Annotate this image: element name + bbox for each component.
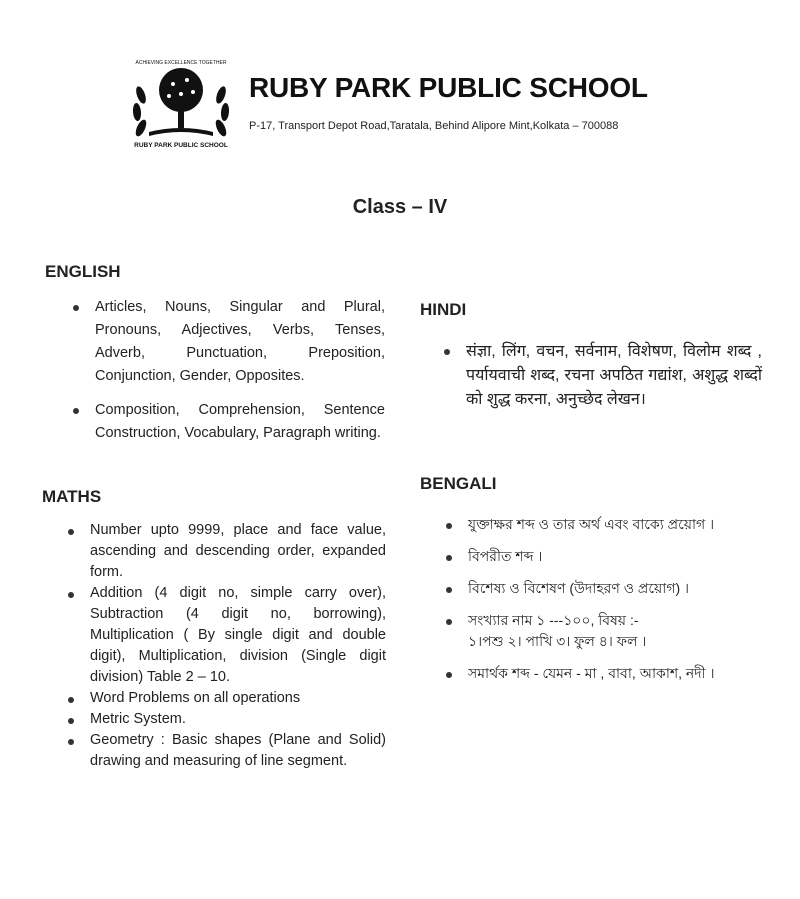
list-item: Composition, Comprehension, Sentence Construction, Vocabulary, Paragraph writing. (95, 399, 385, 445)
english-list (95, 296, 385, 456)
list-item: Metric System. (90, 709, 386, 730)
bengali-heading: BENGALI (420, 474, 497, 493)
list-item: বিশেষ্য ও বিশেষণ (উদাহরণ ও প্রয়োগ) । (468, 578, 778, 599)
list-item: বিপরীত শব্দ । (468, 546, 778, 567)
list-item: Addition (4 digit no, simple carry over), Subtraction (4 digit no, borrowing), Multiplication ( By single digit and double digit), Multiplication, division (Single digit division) Table 2 – 10. (90, 583, 386, 688)
class-title: Class – IV (352, 196, 448, 218)
school-address: P-17, Transport Depot Road,Taratala, Behind Alipore Mint,Kolkata – 700088 (249, 120, 619, 132)
list-item: Number upto 9999, place and face value, ascending and descending order, expanded form. (90, 520, 386, 583)
list-item: Geometry : Basic shapes (Plane and Solid) drawing and measuring of line segment. (90, 730, 386, 772)
school-name: RUBY PARK PUBLIC SCHOOL (249, 72, 648, 103)
list-item: संज्ञा, लिंग, वचन, सर्वनाम, विशेषण, विलोम शब्द , पर्यायवाची शब्द, रचना अपठित गद्यांश, अशुद्ध शब्दों को शुद्ध करना, अनुच्छेद लेखन। (466, 340, 762, 412)
logo-school-name: RUBY PARK PUBLIC SCHOOL (134, 142, 228, 149)
list-item: সংখ্যার নাম ১ ---১০০, বিষয় :- ১।পশু ২। পাখি ৩। ফুল ৪। ফল । (468, 610, 648, 652)
hindi-heading: HINDI (420, 300, 467, 319)
hindi-list (466, 340, 762, 412)
list-item: যুক্তাক্ষর শব্দ ও তার অর্থ এবং বাক্যে প্রয়োগ । (468, 514, 778, 535)
list-item: সমার্থক শব্দ - যেমন - মা , বাবা, আকাশ, নদী । (468, 663, 778, 684)
maths-heading: MATHS (42, 487, 102, 506)
list-item: Word Problems on all operations (90, 688, 386, 709)
maths-list (90, 520, 386, 772)
bengali-list (468, 514, 778, 695)
list-item: Articles, Nouns, Singular and Plural, Pronouns, Adjectives, Verbs, Tenses, Adverb, Punctuation, Preposition, Conjunction, Gender, Opposites. (95, 296, 385, 388)
logo-motto: ACHIEVING EXCELLENCE TOGETHER (135, 60, 227, 66)
school-logo (127, 50, 235, 154)
english-heading: ENGLISH (45, 262, 121, 281)
